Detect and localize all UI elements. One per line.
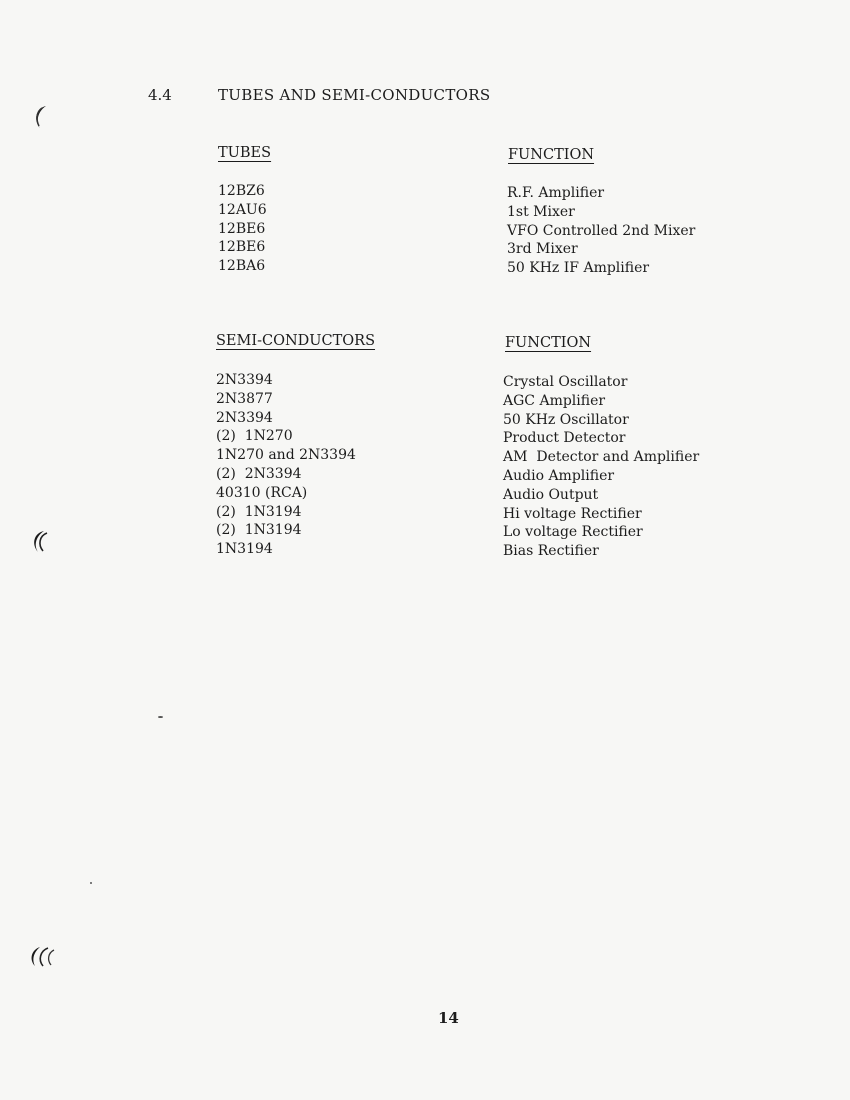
tubes-column-header: TUBES xyxy=(218,145,272,161)
semiconductors-list xyxy=(216,371,356,559)
semiconductor-function: Crystal Oscillator xyxy=(503,374,628,390)
tube-item: 12BE6 xyxy=(218,239,266,256)
semiconductor-function: Hi voltage Rectifier xyxy=(503,505,642,522)
speck xyxy=(158,716,163,718)
speck xyxy=(90,882,92,884)
semiconductor-function: Audio Output xyxy=(503,486,599,503)
semiconductor-item: (2) 1N3194 xyxy=(216,522,302,539)
semiconductor-item: 1N270 and 2N3394 xyxy=(216,447,356,464)
semiconductor-function: Audio Amplifier xyxy=(503,467,615,484)
tubes-function-column-header: FUNCTION xyxy=(508,147,595,163)
tubes-function-list xyxy=(507,184,695,278)
semiconductor-function: 50 KHz Oscillator xyxy=(503,411,629,428)
section-title: TUBES AND SEMI-CONDUCTORS xyxy=(218,86,491,104)
tube-function: 50 KHz IF Amplifier xyxy=(507,260,650,277)
tube-function: 1st Mixer xyxy=(507,203,575,220)
binder-hole-mark-middle xyxy=(28,528,50,554)
semiconductor-item: (2) 1N270 xyxy=(216,428,293,445)
tube-item: 12BA6 xyxy=(218,258,266,275)
semiconductor-item: 2N3394 xyxy=(216,409,273,426)
semiconductors-function-column-header: FUNCTION xyxy=(505,335,592,351)
tube-item: 12BZ6 xyxy=(218,183,265,199)
tube-item: 12BE6 xyxy=(218,220,266,237)
tube-item: 12AU6 xyxy=(218,201,267,218)
semiconductor-item: (2) 2N3394 xyxy=(216,465,302,482)
semiconductor-item: 2N3394 xyxy=(216,372,273,388)
tubes-list xyxy=(218,182,267,276)
semiconductors-function-list xyxy=(503,373,699,561)
tube-function: R.F. Amplifier xyxy=(507,185,605,201)
semiconductor-function: Product Detector xyxy=(503,430,626,447)
page-number: 14 xyxy=(438,1009,459,1027)
section-number: 4.4 xyxy=(148,86,172,104)
binder-hole-mark-top xyxy=(30,104,52,130)
semiconductor-function: Lo voltage Rectifier xyxy=(503,524,643,541)
semiconductor-function: AM Detector and Amplifier xyxy=(503,449,700,466)
semiconductor-function: AGC Amplifier xyxy=(503,392,606,409)
semiconductor-function: Bias Rectifier xyxy=(503,543,599,560)
semiconductor-item: 2N3877 xyxy=(216,390,273,407)
semiconductor-item: (2) 1N3194 xyxy=(216,503,302,520)
semiconductor-item: 1N3194 xyxy=(216,541,273,558)
tube-function: 3rd Mixer xyxy=(507,241,578,258)
semiconductors-column-header: SEMI-CONDUCTORS xyxy=(216,333,376,349)
tube-function: VFO Controlled 2nd Mixer xyxy=(507,222,696,239)
semiconductor-item: 40310 (RCA) xyxy=(216,484,308,501)
binder-hole-mark-bottom xyxy=(26,944,56,970)
